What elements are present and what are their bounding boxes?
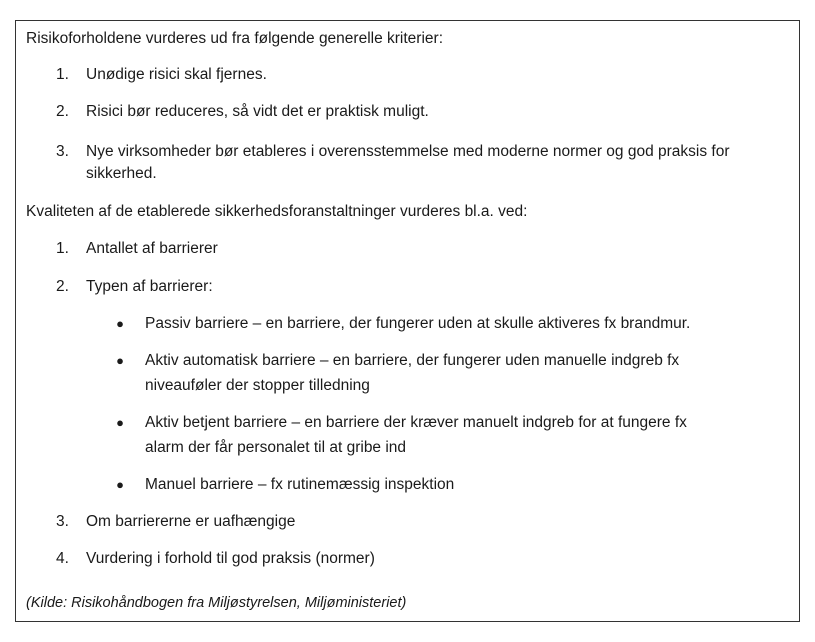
list-number: 4. (56, 550, 69, 567)
list-text-continued: sikkerhed. (86, 165, 157, 182)
bullet-text: Manuel barriere – fx rutinemæssig inspektion (145, 476, 455, 493)
list-number: 2. (56, 103, 69, 120)
list-text: Om barriererne er uafhængige (86, 513, 296, 530)
source-citation: (Kilde: Risikohåndbogen fra Miljøstyrelsen, Miljøministeriet) (26, 595, 407, 611)
bullet-text-continued: niveauføler der stopper tilledning (145, 377, 370, 394)
bullet-icon: ● (116, 415, 124, 430)
list-text: Vurdering i forhold til god praksis (normer) (86, 550, 375, 567)
list-text: Unødige risici skal fjernes. (86, 66, 267, 83)
intro-criteria: Risikoforholdene vurderes ud fra følgende generelle kriterier: (26, 30, 443, 47)
list-text: Antallet af barrierer (86, 240, 218, 257)
list-number: 2. (56, 278, 69, 295)
bullet-text-continued: alarm der får personalet til at gribe ind (145, 439, 407, 456)
list-text: Typen af barrierer: (86, 278, 213, 295)
list-text: Risici bør reduceres, så vidt det er praktisk muligt. (86, 103, 429, 120)
intro-quality: Kvaliteten af de etablerede sikkerhedsforanstaltninger vurderes bl.a. ved: (26, 203, 528, 220)
bullet-icon: ● (116, 316, 124, 331)
bullet-icon: ● (116, 477, 124, 492)
list-text: Nye virksomheder bør etableres i overensstemmelse med moderne normer og god praksis for (86, 143, 730, 160)
list-number: 1. (56, 240, 69, 257)
list-number: 3. (56, 143, 69, 160)
bullet-icon: ● (116, 353, 124, 368)
bullet-text: Aktiv betjent barriere – en barriere der kræver manuelt indgreb for at fungere fx (145, 414, 687, 431)
list-number: 1. (56, 66, 69, 83)
bullet-text: Aktiv automatisk barriere – en barriere, der fungerer uden manuelle indgreb fx (145, 352, 680, 369)
bullet-text: Passiv barriere – en barriere, der fungerer uden at skulle aktiveres fx brandmur. (145, 315, 691, 332)
list-number: 3. (56, 513, 69, 530)
